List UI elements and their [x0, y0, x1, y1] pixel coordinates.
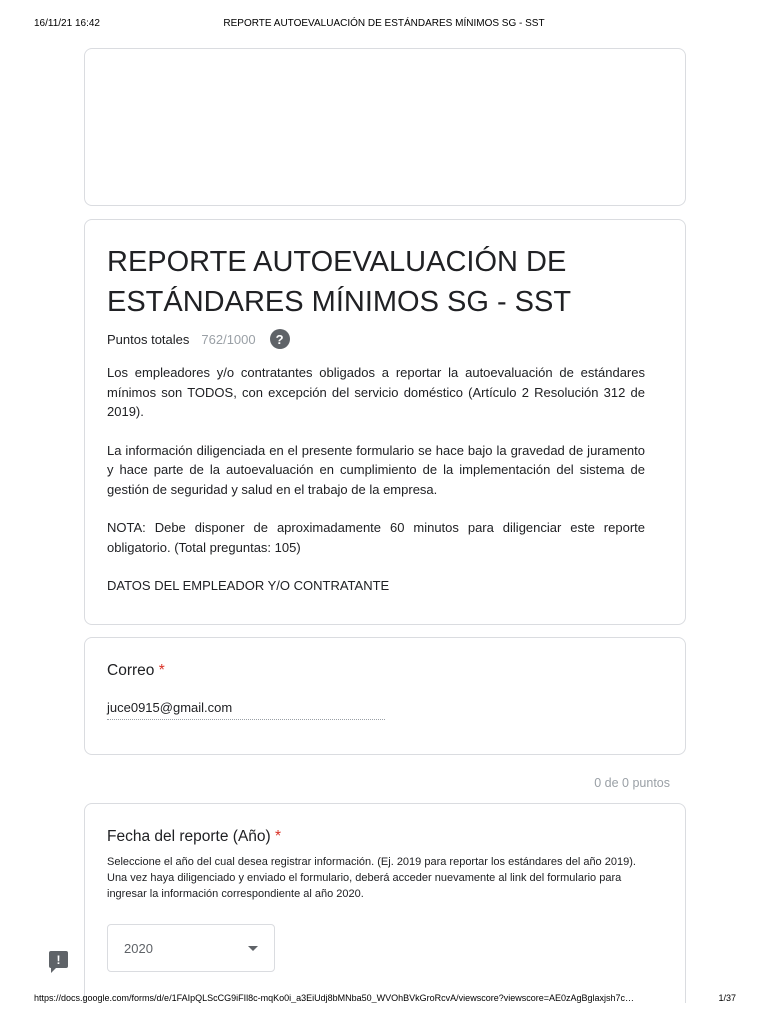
form-description: [107, 363, 645, 615]
email-field[interactable]: juce0915@gmail.com: [107, 700, 385, 720]
email-question-card: [84, 637, 686, 755]
score-value: 762/1000: [201, 331, 256, 347]
print-date: 16/11/21 16:42: [34, 18, 100, 29]
print-header: [0, 0, 768, 40]
question-description: Seleccione el año del cual desea registrar información. (Ej. 2019 para reportar los estándares del año 2019). Una vez haya diligenciado y enviado el formulario, deberá acceder nuevamente al link del formulario para ingresar la información correspondiente al año 2020.: [107, 856, 636, 900]
description-paragraph: NOTA: Debe disponer de aproximadamente 60 minutos para diligenciar este reporte obligatorio. (Total preguntas: 105): [107, 520, 645, 555]
question-title-text: Fecha del reporte (Año): [107, 828, 271, 845]
chevron-down-icon: [248, 946, 258, 951]
required-mark: *: [158, 662, 165, 679]
score-label: Puntos totales: [107, 331, 190, 347]
fecha-question-card: [84, 803, 686, 1003]
feedback-icon[interactable]: !: [49, 951, 68, 968]
description-paragraph: DATOS DEL EMPLEADOR Y/O CONTRATANTE: [107, 578, 390, 593]
question-title: [107, 662, 165, 680]
form-title: REPORTE AUTOEVALUACIÓN DE ESTÁNDARES MÍNIMOS SG - SST: [107, 246, 572, 318]
description-paragraph: Los empleadores y/o contratantes obligados a reportar la autoevaluación de estándares mínimos son TODOS, con excepción del servicio doméstico (Artículo 2 Resolución 312 de 2019).: [107, 365, 645, 419]
help-icon[interactable]: ?: [270, 329, 290, 349]
page-number: 1/37: [718, 993, 736, 1003]
total-score: [107, 327, 290, 351]
header-banner-card: [84, 48, 686, 206]
form-intro-card: [84, 219, 686, 625]
question-title-text: Correo: [107, 662, 155, 679]
points-label: 0 de 0 puntos: [594, 776, 670, 790]
year-select-value: 2020: [124, 940, 153, 956]
year-select[interactable]: [107, 924, 275, 972]
print-footer: [0, 990, 768, 1024]
question-title: [107, 828, 281, 846]
print-title: REPORTE AUTOEVALUACIÓN DE ESTÁNDARES MÍNIMOS SG - SST: [223, 18, 545, 29]
page-url: https://docs.google.com/forms/d/e/1FAIpQLScCG9iFIl8c-mqKo0i_a3EiUdj8bMNba50_WVOhBVkGroRcvA/viewscore?viewscore=AE0zAgBglaxjsh7c…: [34, 993, 635, 1003]
required-mark: *: [275, 828, 282, 845]
description-paragraph: La información diligenciada en el presente formulario se hace bajo la gravedad de juramento y hace parte de la autoevaluación en cumplimiento de la implementación del sistema de gestión de seguridad y salud en el trabajo de la empresa.: [107, 442, 645, 497]
